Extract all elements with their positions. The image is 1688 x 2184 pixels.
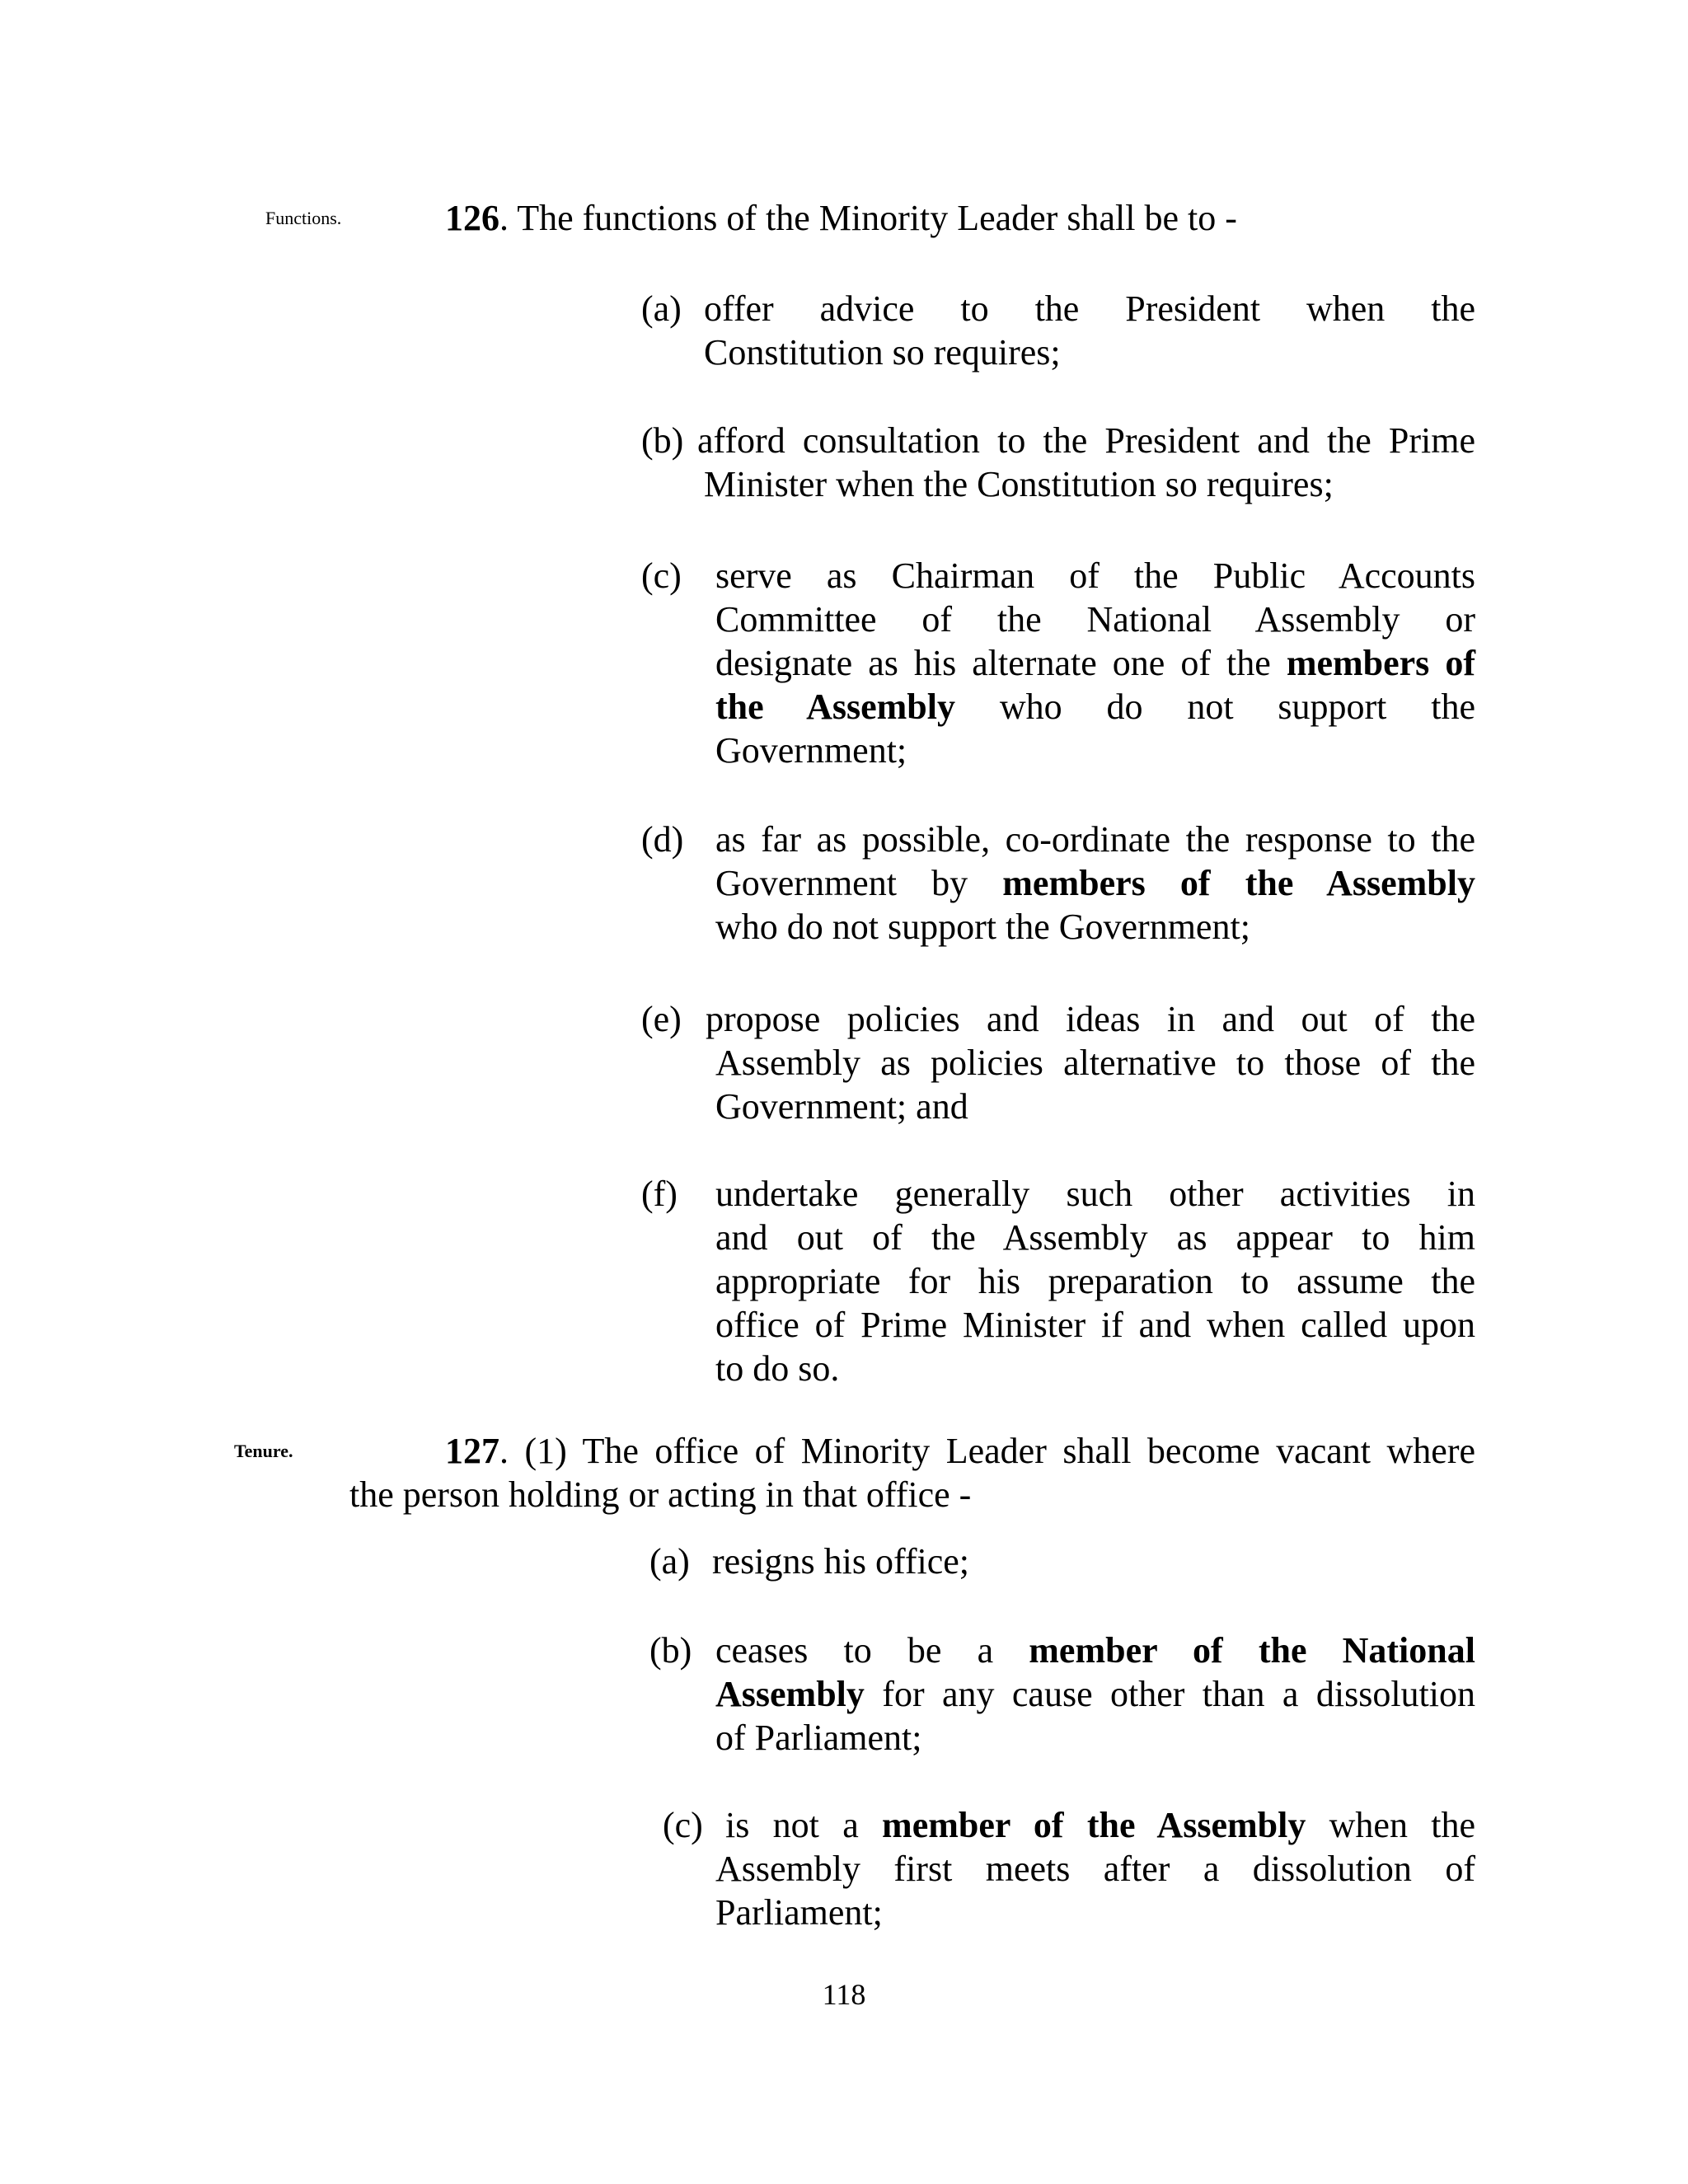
clause-label: (b) — [641, 420, 684, 461]
defined-term: member of the National — [1029, 1630, 1475, 1671]
clause-text: designate as his alternate one of the — [715, 643, 1287, 683]
clause-label: (a) — [649, 1541, 690, 1582]
clause-line: undertake generally such other activities in — [715, 1174, 1475, 1214]
clause-126-a — [641, 287, 1475, 374]
clause-line: to do so. — [715, 1348, 840, 1389]
defined-term: Assembly — [715, 1674, 865, 1714]
clause-line: offer advice to the President when the — [704, 288, 1475, 329]
clause-line: afford consultation to the President and the Prime — [697, 420, 1475, 461]
margin-note-functions: Functions. — [265, 208, 342, 228]
clause-127-b — [641, 1629, 1475, 1760]
clause-line — [725, 1803, 1475, 1847]
clause-126-c — [641, 554, 1475, 772]
section-126-heading-text: . The functions of the Minority Leader shall be to - — [499, 198, 1237, 238]
clause-text: Government by — [715, 863, 1003, 903]
clause-line: Assembly as policies alternative to those of the — [715, 1043, 1475, 1083]
clause-line — [715, 685, 1475, 729]
defined-term: member of the Assembly — [882, 1805, 1306, 1845]
section-127-heading-text: . (1) The office of Minority Leader shall become vacant where — [499, 1431, 1475, 1471]
section-126-number: 126 — [445, 198, 499, 238]
clause-126-b — [641, 419, 1475, 506]
clause-line: office of Prime Minister if and when called upon — [715, 1305, 1475, 1345]
clause-127-c — [641, 1803, 1475, 1934]
clause-line — [715, 861, 1475, 905]
clause-126-d — [641, 818, 1475, 949]
clause-line: Parliament; — [715, 1892, 883, 1933]
clause-line — [715, 1672, 1475, 1716]
clause-label: (b) — [649, 1630, 692, 1671]
clause-line — [715, 641, 1475, 685]
clause-line: Government; — [715, 730, 907, 771]
clause-text: when the — [1306, 1805, 1476, 1845]
page-number: 118 — [822, 1978, 866, 2011]
clause-text: who do not support the — [954, 687, 1475, 727]
clause-label: (f) — [641, 1174, 678, 1214]
clause-line: Government; and — [715, 1086, 968, 1127]
clause-line: resigns his office; — [712, 1541, 970, 1582]
clause-line: propose policies and ideas in and out of the — [706, 999, 1475, 1039]
defined-term: members of — [1286, 643, 1475, 683]
clause-line: Constitution so requires; — [704, 332, 1061, 373]
clause-text: ceases to be a — [715, 1630, 1029, 1671]
clause-line — [715, 1629, 1475, 1672]
defined-term: members of the Assembly — [1002, 863, 1476, 903]
section-127-heading-line — [445, 1429, 1475, 1473]
clause-line: of Parliament; — [715, 1718, 922, 1758]
clause-label: (d) — [641, 819, 684, 860]
clause-line: and out of the Assembly as appear to him — [715, 1217, 1475, 1258]
clause-label: (c) — [641, 555, 682, 596]
margin-note-tenure: Tenure. — [234, 1441, 293, 1461]
clause-text: is not a — [725, 1805, 883, 1845]
clause-line: Minister when the Constitution so requires; — [704, 464, 1334, 504]
section-127-number: 127 — [445, 1431, 499, 1471]
section-127-heading-line: the person holding or acting in that office - — [349, 1474, 972, 1515]
clause-line: serve as Chairman of the Public Accounts — [715, 555, 1475, 596]
clause-line: as far as possible, co-ordinate the response to the — [715, 819, 1475, 860]
clause-line: who do not support the Government; — [715, 907, 1250, 947]
section-126-heading — [445, 196, 1237, 240]
clause-label: (c) — [663, 1805, 703, 1845]
clause-text: for any cause other than a dissolution — [864, 1674, 1475, 1714]
clause-label: (a) — [641, 288, 682, 329]
clause-126-f — [641, 1172, 1475, 1390]
clause-label: (e) — [641, 999, 682, 1039]
defined-term: the Assembly — [715, 687, 955, 727]
clause-127-a — [641, 1540, 1475, 1583]
clause-line: appropriate for his preparation to assume the — [715, 1261, 1475, 1301]
clause-line: Committee of the National Assembly or — [715, 599, 1475, 640]
section-127-heading — [349, 1429, 1475, 1516]
clause-line: Assembly first meets after a dissolution of — [715, 1849, 1475, 1889]
clause-126-e — [641, 997, 1475, 1128]
